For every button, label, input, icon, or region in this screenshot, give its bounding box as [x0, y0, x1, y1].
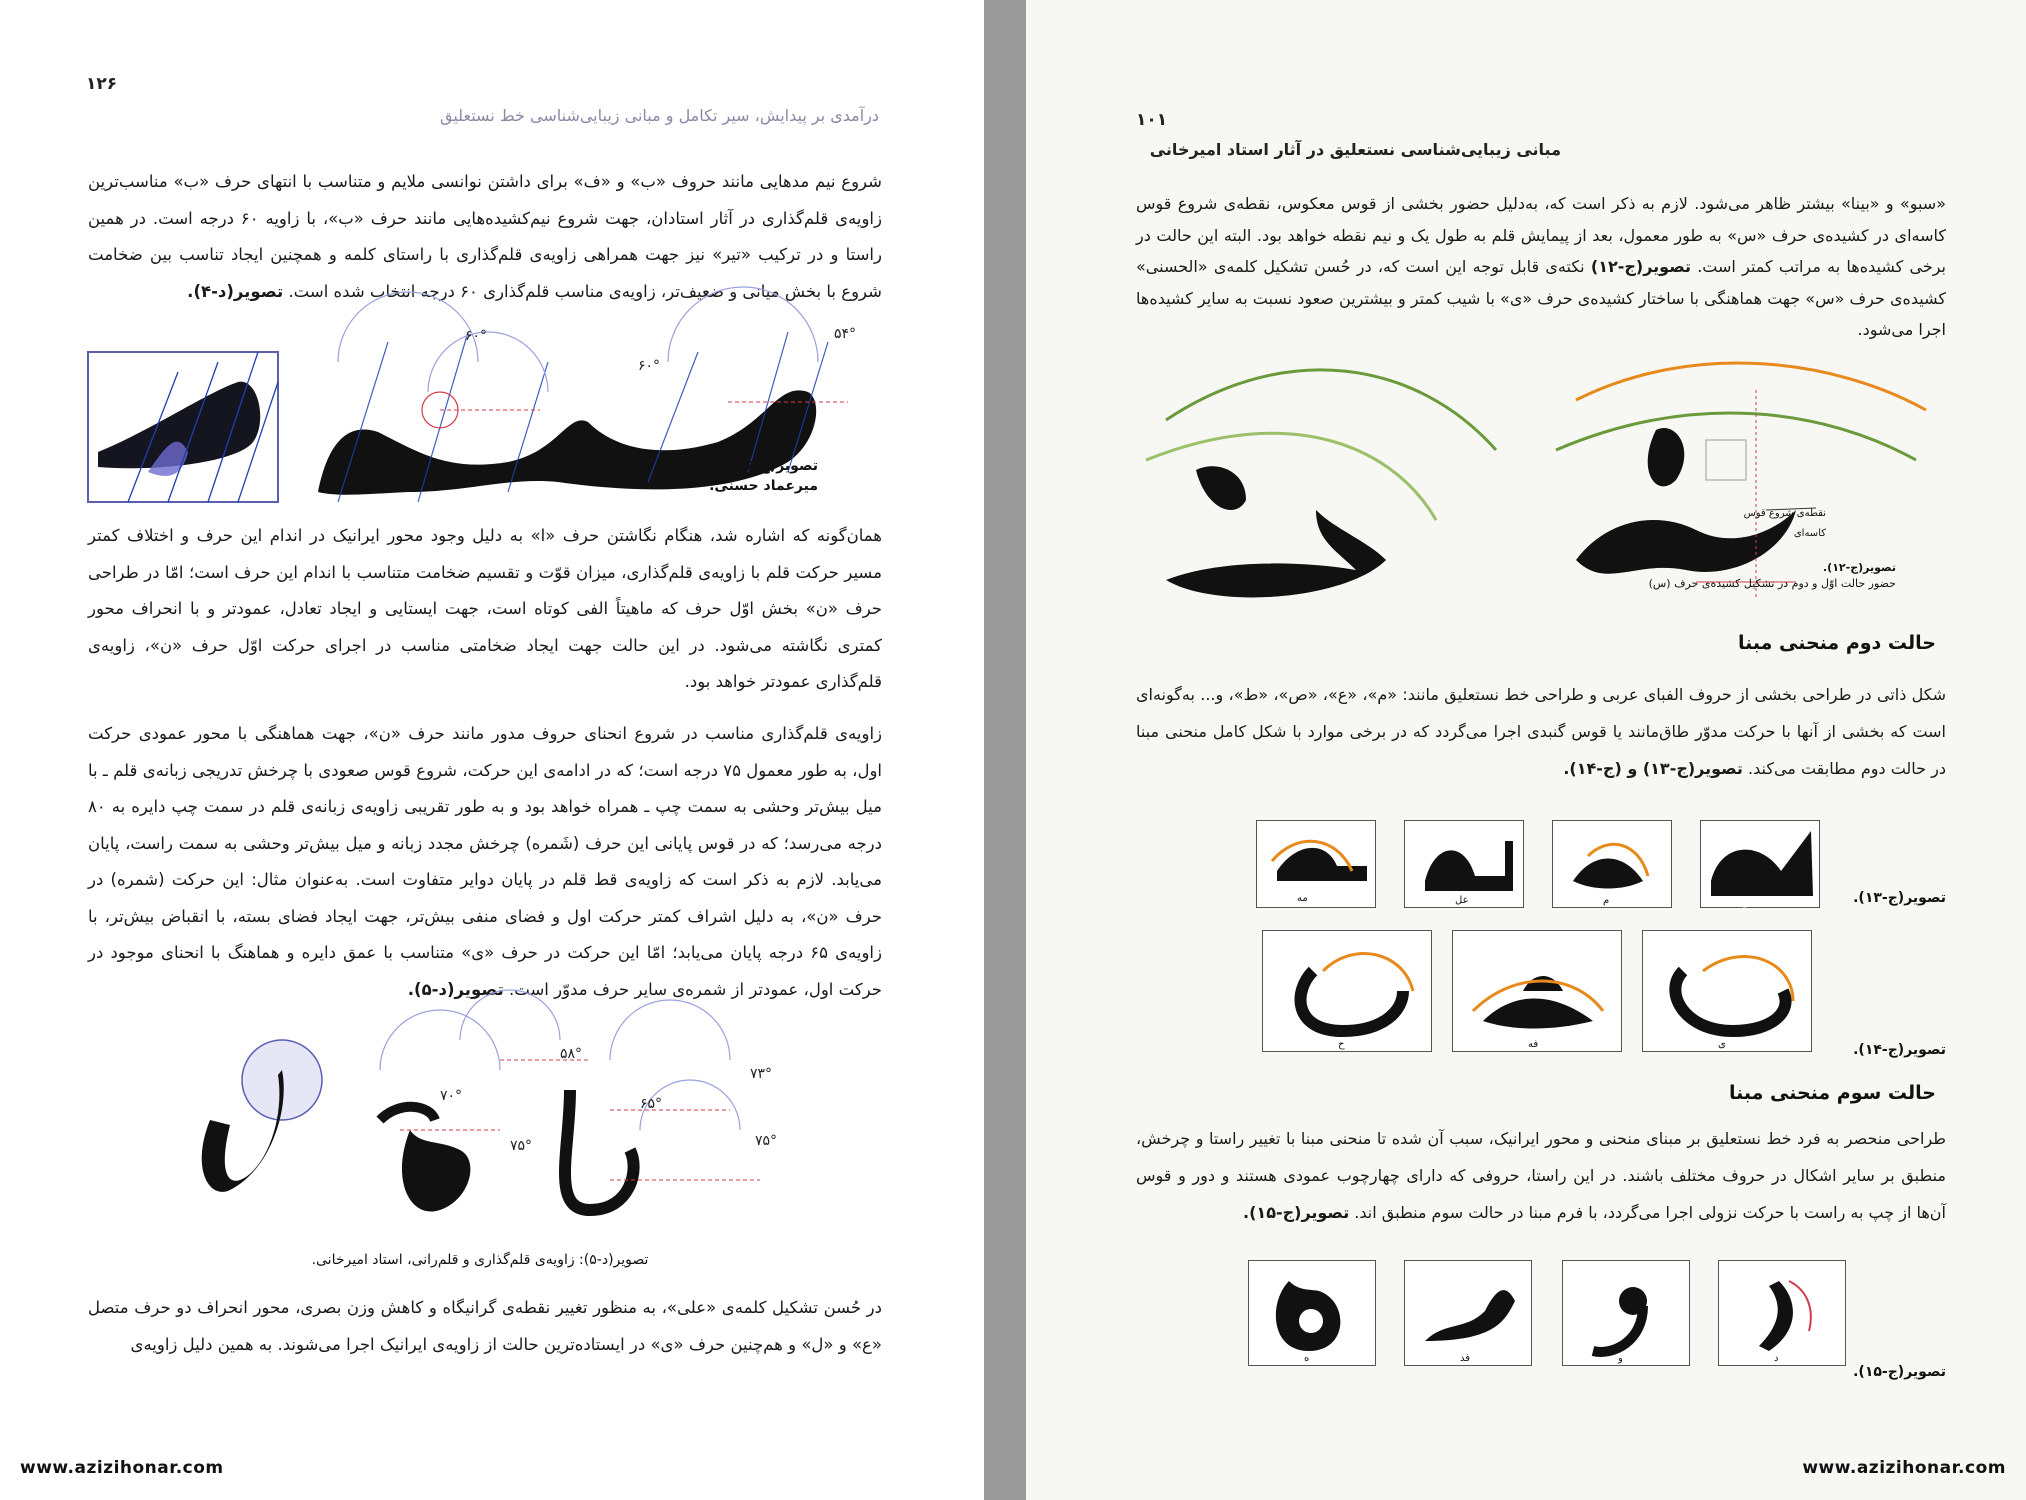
letter-box: [1718, 1260, 1846, 1366]
letter-box: [1642, 930, 1812, 1052]
angle-label: ۷۳°: [750, 1066, 773, 1082]
figure-14-caption: تصویر(ج-۱۴).: [1853, 1042, 1946, 1058]
figure-ref: تصویر(ج-۱۳) و (ج-۱۴).: [1563, 759, 1743, 778]
angle-label: ۶۰°: [465, 328, 488, 344]
footer-url: www.azizihonar.com: [1802, 1458, 2006, 1478]
angle-label: ۵۴°: [834, 326, 857, 342]
figure-13-caption: تصویر(ج-۱۳).: [1853, 890, 1946, 906]
letter-label: م: [1603, 895, 1610, 906]
letter-label: ی: [1718, 1039, 1726, 1050]
paragraph-3: طراحی منحصر به فرد خط نستعلیق بر مبنای منحنی و محور ایرانیک، سبب آن شده تا منحنی مبنا با تغییر راستا و چرخش، منطبق بر سایر اشکال در حروف مختلف باشند. در این راستا، حروفی که دارای چهارچوب عمودی هستند و دور و قوس آن‌ها از چپ به راست با حرکت نزولی اجرا می‌گردد، با فرم مبنا در حالت سوم منطبق اند. تصویر(ج-۱۵).: [1136, 1129, 1946, 1222]
letter-label: لع: [1741, 897, 1750, 908]
letter-label: فه: [1528, 1039, 1539, 1050]
paragraph-4: در حُسن تشکیل کلمه‌ی «علی»، به منظور تغییر نقطه‌ی گرانیگاه و کاهش وزن بصری، محور انحراف دو حرف متصل «ع» و «ل» و هم‌چنین حرف «ی» در ایستاده‌ترین حالت از زاویه‌ی ایرانیک اجرا می‌شوند. به همین دلیل زاویه‌ی: [88, 1298, 882, 1354]
section-title: حالت دوم منحنی مبنا: [1737, 632, 1936, 654]
angle-label: ۷۵°: [755, 1133, 778, 1149]
letter-box: [1248, 1260, 1376, 1366]
letter-label: ه: [1304, 1353, 1310, 1364]
letter-box: [1256, 820, 1376, 908]
figure-d5: [170, 1000, 810, 1240]
letter-label: مه: [1297, 893, 1308, 904]
section-title: حالت سوم منحنی مبنا: [1728, 1082, 1936, 1104]
figure-ref: تصویر(ج-۱۵).: [1243, 1203, 1350, 1222]
figure-15-caption: تصویر(ج-۱۵).: [1853, 1364, 1946, 1380]
letter-box: [1552, 820, 1672, 908]
book-gutter: [984, 0, 1026, 1500]
letter-label: فد: [1460, 1353, 1471, 1364]
right-page: [1026, 0, 2026, 1500]
footer-url: www.azizihonar.com: [20, 1458, 224, 1478]
letter-label: د: [1774, 1353, 1779, 1364]
running-header: مبانی زیبایی‌شناسی نستعلیق در آثار استاد امیرخانی: [1149, 140, 1561, 159]
letter-label: و: [1618, 1353, 1623, 1364]
paragraph-1: شروع نیم مدهایی مانند حروف «ب» و «ف» برای داشتن نوانسی ملایم و متناسب با انتهای حرف «ب» مناسب‌ترین زاویه‌ی قلم‌گذاری در آثار استادان، جهت شروع نیم‌کشیده‌هایی مانند حرف «ب»، با زاویه ۶۰ درجه است. در همین راستا و در ترکیب «تیر» نیز جهت همراهی زاویه‌ی قلم‌گذاری با راستای کلمه و همچنین ایجاد تناسب بین ضخامت شروع با بخش میانی و ضعیف‌تر، زاویه‌ی مناسب قلم‌گذاری ۶۰ درجه انتخاب شده است. تصویر(د-۴).: [88, 172, 882, 301]
letter-box: [1452, 930, 1622, 1052]
paragraph-1: «سبو» و «بینا» بیشتر ظاهر می‌شود. لازم به ذکر است که، به‌دلیل حضور بخشی از قوس معکوس، نقطه‌ی شروع قوس کاسه‌ای در کشیده‌ی حرف «س» به طور معمول، بعد از پیمایش قلم به طول یک و نیم نقطه خواهد بود. البته این حالت در برخی کشیده‌ها به مراتب کمتر است. تصویر(ج-۱۲) نکته‌ی قابل توجه این است که، در حُسن تشکیل کلمه‌ی «الحسنی» کشیده‌ی حرف «س» جهت هماهنگی با ساختار کشیده‌ی حرف «ی» با شیب کمتر و بیشترین صعود نسبت به سایر کشیده‌ها اجرا می‌شود.: [1136, 194, 1946, 339]
running-header: درآمدی بر پیدایش، سیر تکامل و مبانی زیبایی‌شناسی خط نستعلیق: [440, 106, 880, 125]
letter-label: ح: [1338, 1039, 1345, 1050]
letter-box: [1562, 1260, 1690, 1366]
paragraph-2: شکل ذاتی در طراحی بخشی از حروف الفبای عربی و طراحی خط نستعلیق مانند: «م»، «ع»، «ص»، «ط»، و... به‌گونه‌ای است که بخشی از آنها با حرکت مدوّر طاق‌مانند یا قوس گنبدی اجرا می‌گردد که در برخی موارد با شکل کامل منحنی مبنا در حالت دوم مطابقت می‌کند. تصویر(ج-۱۳) و (ج-۱۴).: [1136, 685, 1946, 778]
paragraph-2: همان‌گونه که اشاره شد، هنگام نگاشتن حرف «ا» به دلیل وجود محور ایرانیک در اندام این حرف و اختلاف کمتر مسیر حرکت قلم با زاویه‌ی قلم‌گذاری، میزان قوّت و تقسیم ضخامت متناسب با اندام این حرف است؛ امّا در طراحی حرف «ن» بخش اوّل حرف که ماهیتاً الفی کوتاه است، جهت ایستایی و ایجاد تعادل، عمودتر و با انحراف محور کمتری نگاشته می‌شود. در این حالت جهت ایجاد ضخامتی مناسب در اجرای حرکت اوّل حرف «ن»، زاویه‌ی قلم‌گذاری عمودتر خواهد بود.: [88, 526, 882, 691]
figure-66-caption: تصویر(ج-۶۶): میرعماد حسنی.: [709, 458, 818, 494]
angle-label: ۵۸°: [560, 1046, 583, 1062]
angle-label: ۶۰°: [638, 358, 661, 374]
letters-angle-illustration: [170, 1000, 810, 1240]
page-number: ۱۲۶: [86, 74, 118, 94]
figure-12-caption: تصویر(ج-۱۲). حضور حالت اوّل و دوم در تشکیل کشیده‌ی حرف (س): [1648, 561, 1896, 590]
angle-label: ۷۰°: [440, 1088, 463, 1104]
letter-box: [1262, 930, 1432, 1052]
paragraph-3: زاویه‌ی قلم‌گذاری مناسب در شروع انحنای حروف مدور مانند حرف «ن»، جهت هماهنگی با محور عمودی حرکت اول، به طور معمول ۷۵ درجه است؛ که در ادامه‌ی این حرکت، شروع قوس صعودی با چرخش تدریجی زبانه‌ی قلم ـ با میل بیش‌تر وحشی به سمت چپ ـ همراه خواهد بود و به طور تقریبی زاویه‌ی زبانه‌ی قلم در سمت چپ دایره به ۸۰ درجه می‌رسد؛ که در قوس پایانی این حرف (شَمره) چرخش مجدد زبانه و میل بیش‌تر وحشی به سمت راست، پایان می‌یابد. لازم به ذکر است که زاویه‌ی قط قلم در پایان دوایر متفاوت است. به‌عنوان مثال: این حرکت (شمره) در حرف «ن»، به دلیل اشراف کمتر حرکت اول و فضای منفی بیش‌تر، جهت ایجاد فضای بسته، با انقباض بیش‌تر، با زاویه‌ی ۶۵ درجه پایان می‌یابد؛ امّا این حرکت در حرف «ی» متناسب با عمق دایره و هماهنگ با انحنای موجود در حرکت اول، عمودتر از شمره‌ی سایر حرف مدوّر است. تصویر(د-۵).: [88, 724, 882, 999]
letter-label: عل: [1455, 895, 1469, 906]
fig12-annotation: نقطه‌ی شروع قوس کاسه‌ای: [1743, 508, 1826, 539]
angle-label: ۷۵°: [510, 1138, 533, 1154]
page-number: ۱۰۱: [1136, 110, 1168, 130]
figure-ref: تصویر(د-۴).: [187, 281, 284, 301]
angle-label: ۶۵°: [640, 1096, 663, 1112]
letter-box: [1700, 820, 1820, 908]
figure-ref: تصویر(ج-۱۲): [1590, 257, 1691, 276]
figure-d5-caption: تصویر(د-۵): زاویه‌ی قلم‌گذاری و قلم‌رانی، استاد امیرخانی.: [311, 1252, 649, 1268]
figure-ref: تصویر(د-۵).: [407, 979, 504, 999]
left-page: [0, 0, 984, 1500]
letter-box: [1404, 1260, 1532, 1366]
letter-box: [1404, 820, 1524, 908]
